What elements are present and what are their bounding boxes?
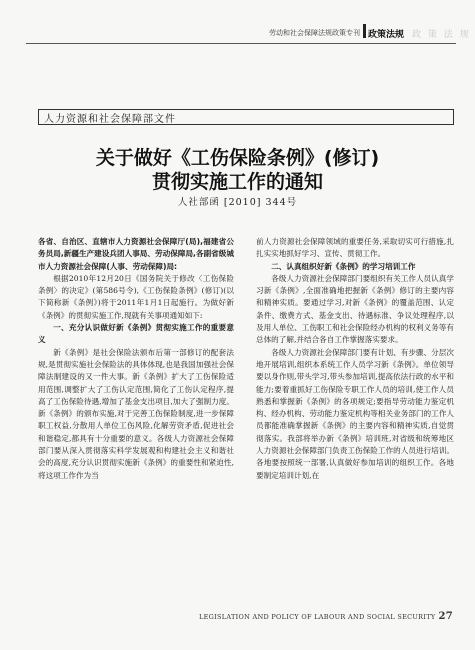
section-label: 人力资源和社会保障部文件 (44, 114, 176, 125)
footer-journal-name: LEGISLATION AND POLICY OF LABOUR AND SOCIAL SECURITY (199, 613, 436, 621)
page-title-line1: 关于做好《工伤保险条例》(修订) (95, 147, 380, 169)
header-section: 政策法规 (368, 30, 405, 40)
paragraph: 新《条例》是社会保险法颁布后第一部修订的配套法规,是贯彻实施社会保险法的具体体现,也是我国加强社会保障法制建设的又一件大事。新《条例》扩大了工伤保险适用范围,调整扩大了工伤认定范围,简化了工伤认定程序,提高了工伤保险待遇,增加了基金支出项目,加大了强制力度。新《条例》的颁布实施,对于完善工伤保险制度,进一步保障职工权益,分散用人单位工伤风险,化解劳资矛盾,促进社会和谐稳定,都具有十分重要的意义。各级人力资源社会保障部门要从深入贯彻落实科学发展观和构建社会主义和谐社会的高度,充分认识贯彻实施新《条例》的重要性和紧迫性,将这项工作作为当 (38, 347, 234, 480)
page-title-line2: 贯彻实施工作的通知 (151, 171, 323, 193)
header-series: 劳动和社会保障法规政策专刊 (269, 29, 360, 37)
left-column (38, 236, 234, 482)
paragraph-continued: 前人力资源社会保障领域的重要任务,采取切实可行措施,扎扎实实地抓好学习、宣传、贯彻工作。 (256, 237, 454, 259)
right-column (256, 236, 454, 482)
addressee: 各省、自治区、直辖市人力资源社会保障厅(局),福建省公务员局,新疆生产建设兵团人事局、劳动保障局,各副省级城市人力资源社会保障(人事、劳动保障)局: (38, 237, 234, 271)
section-heading: 一、充分认识做好新《条例》贯彻实施工作的重要意义 (38, 323, 234, 345)
document-number: 人社部函 [2010] 344号 (177, 197, 298, 208)
section-heading: 二、认真组织好新《条例》的学习培训工作 (271, 261, 416, 271)
header-rule (26, 43, 456, 44)
paragraph: 各级人力资源社会保障部门要组织有关工作人员认真学习新《条例》,全面准确地把握新《条例》修订的主要内容和精神实质。要通过学习,对新《条例》的覆盖范围、认定条件、缴费方式、基金支出、待遇标准、争议处理程序,以及用人单位、工伤职工和社会保险经办机构的权利义务等有总体的了解,并结合各自工作掌握落实要求。 (256, 273, 454, 345)
header-faded-watermark: 政 策 法 规 (412, 30, 471, 40)
paragraph: 根据2010年12月20日《国务院关于修改〈工伤保险条例〉的决定》(第586号令),《工伤保险条例》(修订)(以下简称新《条例》)将于2011年1月1日起施行。为做好新《条例》的贯彻实施工作,现就有关事项通知如下: (38, 273, 234, 320)
page-number: 27 (438, 611, 453, 622)
header-divider-bar (363, 24, 366, 38)
paragraph: 各级人力资源社会保障部门要有计划、有步骤、分层次地开展培训,组织本系统工作人员学习新《条例》。单位领导要以身作则,带头学习,带头参加培训,提高依法行政的水平和能力;要着重抓好工伤保险专职工作人员的培训,使工作人员熟悉和掌握新《条例》的各项规定;要指导劳动能力鉴定机构、经办机构、劳动能力鉴定机构等相关业务部门的工作人员都能准确掌握新《条例》的主要内容和精神实质,自觉贯彻落实。我部将举办新《条例》培训班,对省级和统筹地区人力资源社会保障部门负责工伤保险工作的人员进行培训。各地要按照统一部署,认真做好参加培训的组织工作。各地要制定培训计划,在 (256, 347, 454, 480)
page-footer (199, 611, 453, 622)
